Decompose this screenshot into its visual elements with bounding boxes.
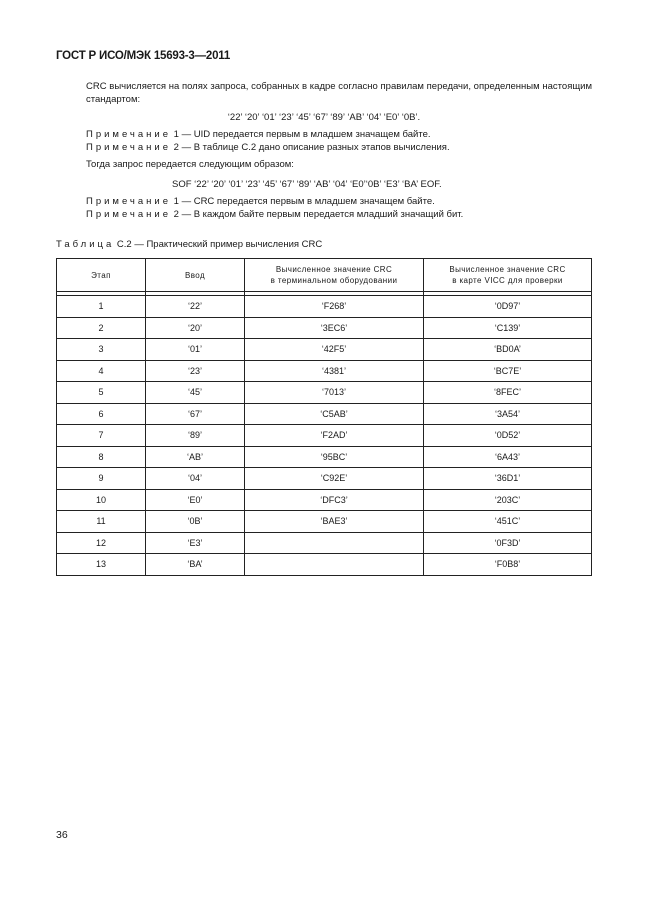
cell-input: ‘23’: [146, 360, 245, 382]
cell-input: ‘04’: [146, 468, 245, 490]
note-text: 2 — В таблице С.2 дано описание разных этапов вычисления.: [173, 142, 450, 153]
cell-terminal-crc: ‘F2AD’: [245, 425, 424, 447]
table-row: [57, 317, 592, 339]
cell-card-crc: ‘3A54’: [424, 403, 592, 425]
cell-input: ‘01’: [146, 339, 245, 361]
cell-input: ‘E3’: [146, 532, 245, 554]
cell-card-crc: ‘BC7E’: [424, 360, 592, 382]
cell-step: 5: [57, 382, 146, 404]
page-number: 36: [56, 829, 68, 841]
cell-input: ‘89’: [146, 425, 245, 447]
table-row: [57, 532, 592, 554]
cell-step: 2: [57, 317, 146, 339]
header-card-crc: [424, 259, 592, 292]
table-row: [57, 489, 592, 511]
note-label: Примечание: [86, 209, 171, 220]
note-label: Примечание: [86, 129, 171, 140]
table-row: [57, 511, 592, 533]
cell-card-crc: ‘0D52’: [424, 425, 592, 447]
note-3: [86, 195, 435, 208]
cell-step: 11: [57, 511, 146, 533]
cell-step: 8: [57, 446, 146, 468]
cell-terminal-crc: ‘BAE3’: [245, 511, 424, 533]
cell-terminal-crc: ‘C5AB’: [245, 403, 424, 425]
cell-step: 9: [57, 468, 146, 490]
table-row: [57, 360, 592, 382]
header-step: Этап: [57, 259, 146, 292]
cell-card-crc: ‘451C’: [424, 511, 592, 533]
cell-input: ‘22’: [146, 296, 245, 318]
cell-input: ‘67’: [146, 403, 245, 425]
cell-input: ‘0B’: [146, 511, 245, 533]
cell-card-crc: ‘8FEC’: [424, 382, 592, 404]
note-2: [86, 141, 450, 154]
paragraph-crc-intro: CRC вычисляется на полях запроса, собранных в кадре согласно правилам передачи, определенным настоящим стандартом:: [86, 81, 592, 105]
cell-input: ‘E0’: [146, 489, 245, 511]
header-input: Ввод: [146, 259, 245, 292]
table-row: [57, 554, 592, 576]
note-text: 1 — CRC передается первым в младшем значащем байте.: [173, 196, 435, 207]
cell-terminal-crc: ‘42F5’: [245, 339, 424, 361]
table-row: [57, 296, 592, 318]
cell-terminal-crc: ‘4381’: [245, 360, 424, 382]
note-1: [86, 128, 431, 141]
table-caption: [56, 239, 322, 250]
cell-input: ‘20’: [146, 317, 245, 339]
cell-card-crc: ‘0F3D’: [424, 532, 592, 554]
header-terminal-crc: [245, 259, 424, 292]
cell-card-crc: ‘C139’: [424, 317, 592, 339]
cell-card-crc: ‘36D1’: [424, 468, 592, 490]
cell-terminal-crc: [245, 532, 424, 554]
table-row: [57, 446, 592, 468]
table-row: [57, 403, 592, 425]
cell-terminal-crc: ‘F268’: [245, 296, 424, 318]
header-terminal-line2: в терминальном оборудовании: [270, 276, 398, 285]
table-caption-text: С.2 — Практический пример вычисления CRC: [116, 239, 323, 250]
cell-step: 3: [57, 339, 146, 361]
cell-input: ‘BA’: [146, 554, 245, 576]
cell-terminal-crc: [245, 554, 424, 576]
cell-card-crc: ‘F0B8’: [424, 554, 592, 576]
header-card-line1: Вычисленное значение CRC: [449, 265, 566, 274]
cell-terminal-crc: ‘C92E’: [245, 468, 424, 490]
cell-input: ‘45’: [146, 382, 245, 404]
cell-terminal-crc: ‘DFC3’: [245, 489, 424, 511]
note-text: 1 — UID передается первым в младшем значащем байте.: [173, 129, 431, 140]
table-caption-label: Таблица: [56, 239, 115, 250]
cell-step: 7: [57, 425, 146, 447]
note-label: Примечание: [86, 142, 171, 153]
cell-card-crc: ‘0D97’: [424, 296, 592, 318]
table-row: [57, 382, 592, 404]
fields-line: ‘22’ ‘20’ ‘01’ ‘23’ ‘45’ ‘67’ ‘89’ ‘AB’ ‘04’ ‘E0’ ‘0B’.: [227, 112, 421, 123]
cell-step: 6: [57, 403, 146, 425]
cell-card-crc: ‘6A43’: [424, 446, 592, 468]
cell-step: 13: [57, 554, 146, 576]
cell-terminal-crc: ‘3EC6’: [245, 317, 424, 339]
table-row: [57, 468, 592, 490]
header-terminal-line1: Вычисленное значение CRC: [275, 265, 393, 274]
header-card-line2: в карте VICC для проверки: [452, 276, 563, 285]
note-label: Примечание: [86, 196, 171, 207]
paragraph-request: Тогда запрос передается следующим образом:: [86, 159, 294, 170]
table-body: [57, 296, 592, 576]
cell-step: 4: [57, 360, 146, 382]
note-text: 2 — В каждом байте первым передается младший значащий бит.: [173, 209, 464, 220]
cell-step: 1: [57, 296, 146, 318]
cell-terminal-crc: ‘7013’: [245, 382, 424, 404]
cell-card-crc: ‘203C’: [424, 489, 592, 511]
cell-step: 12: [57, 532, 146, 554]
sof-line: SOF ‘22’ ‘20’ ‘01’ ‘23’ ‘45’ ‘67’ ‘89’ ‘AB’ ‘04’ ‘E0’‘0B’ ‘E3’ ‘BA’ EOF.: [172, 179, 442, 190]
document-header: ГОСТ Р ИСО/МЭК 15693-3—2011: [56, 50, 231, 62]
table-row: [57, 339, 592, 361]
cell-terminal-crc: ‘95BC’: [245, 446, 424, 468]
cell-input: ‘AB’: [146, 446, 245, 468]
crc-table: [56, 258, 592, 576]
cell-card-crc: ‘BD0A’: [424, 339, 592, 361]
cell-step: 10: [57, 489, 146, 511]
note-4: [86, 208, 463, 221]
table-row: [57, 425, 592, 447]
